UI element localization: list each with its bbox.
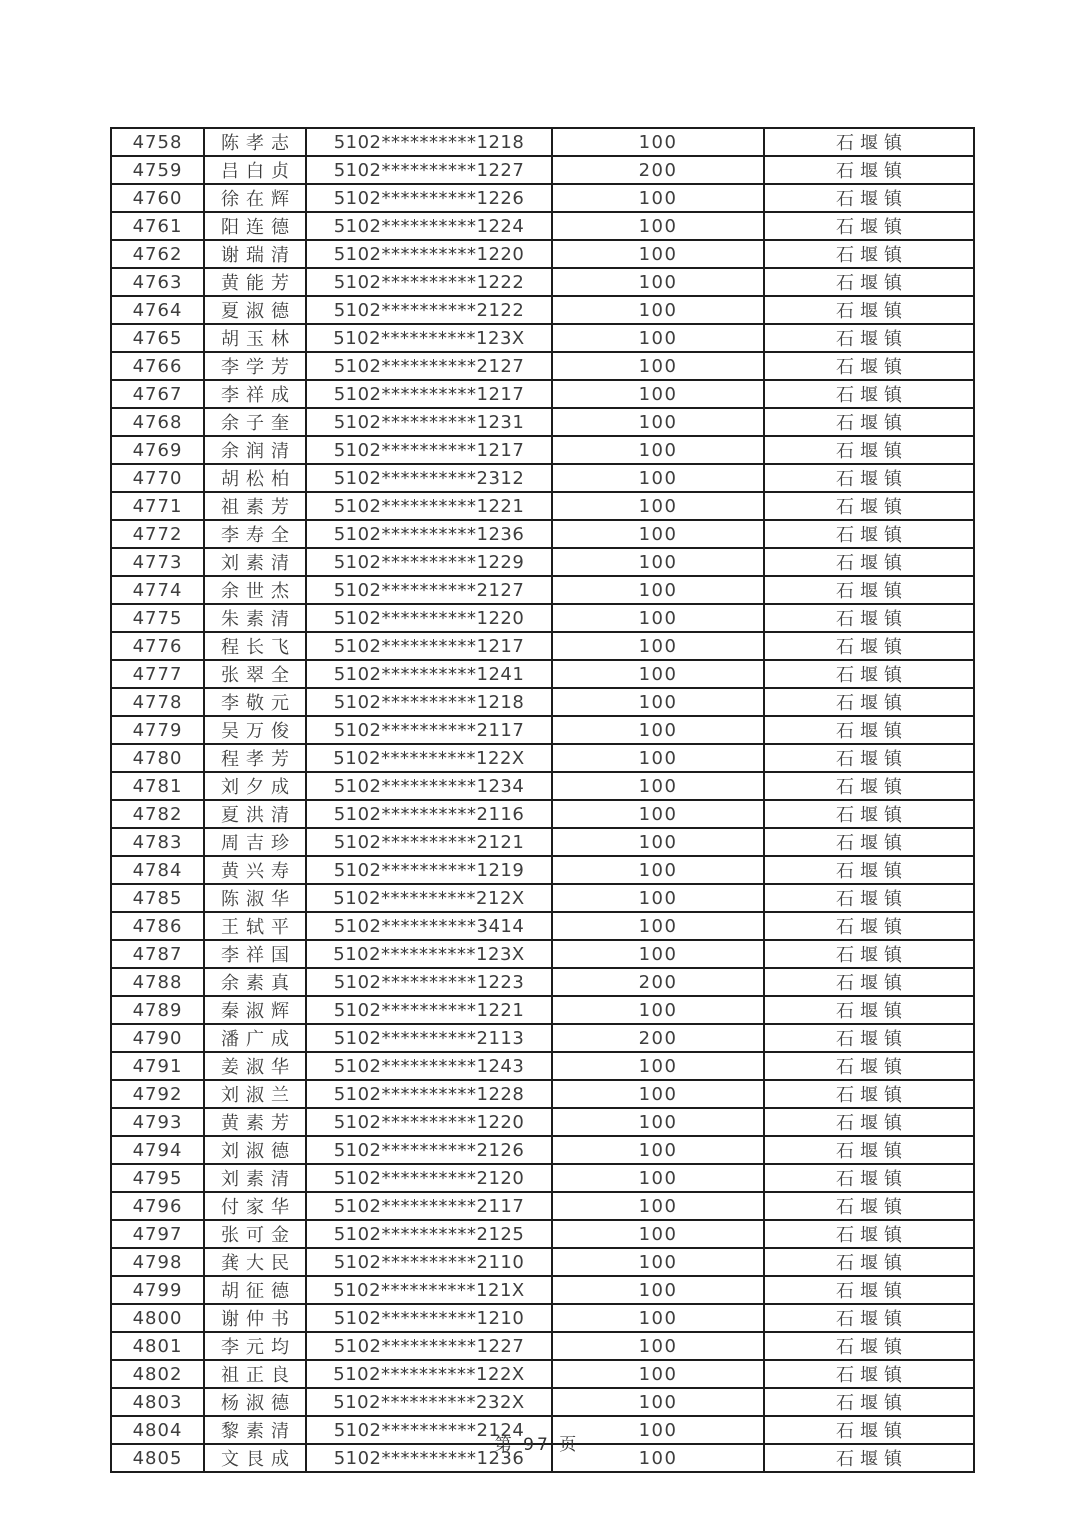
table-row: [111, 632, 974, 660]
cell-id-masked: 5102**********2117: [306, 716, 552, 744]
cell-name: 谢瑞清: [204, 240, 306, 268]
cell-index: 4796: [111, 1192, 204, 1220]
cell-name: 祖素芳: [204, 492, 306, 520]
cell-town: 石堰镇: [764, 268, 974, 296]
cell-id-masked: 5102**********1220: [306, 240, 552, 268]
cell-name: 黄素芳: [204, 1108, 306, 1136]
cell-amount: 100: [552, 996, 764, 1024]
cell-amount: 100: [552, 1388, 764, 1416]
cell-index: 4768: [111, 408, 204, 436]
cell-amount: 100: [552, 716, 764, 744]
table-row: [111, 156, 974, 184]
cell-name: 李寿全: [204, 520, 306, 548]
cell-index: 4780: [111, 744, 204, 772]
cell-index: 4801: [111, 1332, 204, 1360]
cell-id-masked: 5102**********2120: [306, 1164, 552, 1192]
cell-town: 石堰镇: [764, 296, 974, 324]
cell-name: 胡玉林: [204, 324, 306, 352]
cell-id-masked: 5102**********122X: [306, 744, 552, 772]
cell-index: 4776: [111, 632, 204, 660]
cell-town: 石堰镇: [764, 184, 974, 212]
cell-amount: 100: [552, 744, 764, 772]
cell-town: 石堰镇: [764, 128, 974, 156]
cell-id-masked: 5102**********1220: [306, 604, 552, 632]
table-row: [111, 520, 974, 548]
table-row: [111, 856, 974, 884]
cell-town: 石堰镇: [764, 1136, 974, 1164]
cell-name: 徐在辉: [204, 184, 306, 212]
cell-amount: 100: [552, 828, 764, 856]
cell-town: 石堰镇: [764, 604, 974, 632]
cell-amount: 100: [552, 1108, 764, 1136]
cell-amount: 100: [552, 940, 764, 968]
cell-index: 4800: [111, 1304, 204, 1332]
cell-index: 4784: [111, 856, 204, 884]
cell-town: 石堰镇: [764, 1024, 974, 1052]
table-row: [111, 716, 974, 744]
cell-name: 刘素清: [204, 1164, 306, 1192]
cell-name: 李学芳: [204, 352, 306, 380]
cell-town: 石堰镇: [764, 1276, 974, 1304]
cell-name: 李元均: [204, 1332, 306, 1360]
cell-amount: 100: [552, 492, 764, 520]
cell-id-masked: 5102**********1217: [306, 632, 552, 660]
cell-town: 石堰镇: [764, 940, 974, 968]
cell-id-masked: 5102**********2110: [306, 1248, 552, 1276]
table-row: [111, 1164, 974, 1192]
cell-amount: 100: [552, 548, 764, 576]
cell-name: 黎素清: [204, 1416, 306, 1444]
cell-index: 4759: [111, 156, 204, 184]
table-row: [111, 576, 974, 604]
cell-name: 姜淑华: [204, 1052, 306, 1080]
cell-amount: 100: [552, 884, 764, 912]
table-row: [111, 1248, 974, 1276]
cell-town: 石堰镇: [764, 716, 974, 744]
cell-name: 余子奎: [204, 408, 306, 436]
cell-id-masked: 5102**********2125: [306, 1220, 552, 1248]
cell-id-masked: 5102**********212X: [306, 884, 552, 912]
cell-town: 石堰镇: [764, 576, 974, 604]
cell-index: 4783: [111, 828, 204, 856]
cell-amount: 100: [552, 324, 764, 352]
cell-index: 4785: [111, 884, 204, 912]
cell-name: 周吉珍: [204, 828, 306, 856]
cell-amount: 100: [552, 408, 764, 436]
cell-id-masked: 5102**********1217: [306, 436, 552, 464]
cell-town: 石堰镇: [764, 1164, 974, 1192]
cell-amount: 100: [552, 184, 764, 212]
cell-id-masked: 5102**********1227: [306, 1332, 552, 1360]
cell-id-masked: 5102**********2117: [306, 1192, 552, 1220]
cell-town: 石堰镇: [764, 660, 974, 688]
cell-id-masked: 5102**********1227: [306, 156, 552, 184]
cell-name: 余世杰: [204, 576, 306, 604]
cell-name: 祖正良: [204, 1360, 306, 1388]
cell-index: 4772: [111, 520, 204, 548]
cell-id-masked: 5102**********122X: [306, 1360, 552, 1388]
cell-index: 4805: [111, 1444, 204, 1472]
cell-index: 4767: [111, 380, 204, 408]
cell-town: 石堰镇: [764, 772, 974, 800]
cell-name: 刘淑兰: [204, 1080, 306, 1108]
cell-index: 4791: [111, 1052, 204, 1080]
cell-index: 4769: [111, 436, 204, 464]
cell-amount: 100: [552, 128, 764, 156]
cell-amount: 100: [552, 1136, 764, 1164]
cell-name: 龚大民: [204, 1248, 306, 1276]
cell-town: 石堰镇: [764, 1388, 974, 1416]
cell-name: 程长飞: [204, 632, 306, 660]
cell-amount: 100: [552, 1444, 764, 1472]
cell-name: 王轼平: [204, 912, 306, 940]
cell-id-masked: 5102**********1241: [306, 660, 552, 688]
cell-id-masked: 5102**********123X: [306, 324, 552, 352]
table-row: [111, 128, 974, 156]
cell-town: 石堰镇: [764, 1304, 974, 1332]
table-row: [111, 772, 974, 800]
table-row: [111, 1024, 974, 1052]
cell-index: 4779: [111, 716, 204, 744]
cell-town: 石堰镇: [764, 380, 974, 408]
table-row: [111, 828, 974, 856]
cell-id-masked: 5102**********2312: [306, 464, 552, 492]
cell-id-masked: 5102**********1217: [306, 380, 552, 408]
cell-index: 4798: [111, 1248, 204, 1276]
cell-town: 石堰镇: [764, 1332, 974, 1360]
cell-name: 陈孝志: [204, 128, 306, 156]
cell-name: 张可金: [204, 1220, 306, 1248]
cell-amount: 100: [552, 1052, 764, 1080]
table-row: [111, 800, 974, 828]
cell-name: 胡松柏: [204, 464, 306, 492]
cell-index: 4760: [111, 184, 204, 212]
cell-index: 4766: [111, 352, 204, 380]
cell-index: 4794: [111, 1136, 204, 1164]
cell-amount: 100: [552, 212, 764, 240]
cell-index: 4790: [111, 1024, 204, 1052]
table-row: [111, 884, 974, 912]
cell-id-masked: 5102**********1220: [306, 1108, 552, 1136]
cell-name: 黄能芳: [204, 268, 306, 296]
table-row: [111, 1080, 974, 1108]
cell-amount: 100: [552, 1416, 764, 1444]
cell-index: 4787: [111, 940, 204, 968]
cell-town: 石堰镇: [764, 744, 974, 772]
cell-id-masked: 5102**********1234: [306, 772, 552, 800]
table-row: [111, 660, 974, 688]
cell-index: 4765: [111, 324, 204, 352]
table-row: [111, 184, 974, 212]
cell-amount: 100: [552, 436, 764, 464]
cell-town: 石堰镇: [764, 324, 974, 352]
cell-name: 付家华: [204, 1192, 306, 1220]
cell-town: 石堰镇: [764, 240, 974, 268]
cell-id-masked: 5102**********1221: [306, 996, 552, 1024]
cell-town: 石堰镇: [764, 996, 974, 1024]
cell-index: 4795: [111, 1164, 204, 1192]
cell-id-masked: 5102**********3414: [306, 912, 552, 940]
cell-id-masked: 5102**********2122: [306, 296, 552, 324]
cell-index: 4788: [111, 968, 204, 996]
cell-name: 秦淑辉: [204, 996, 306, 1024]
cell-id-masked: 5102**********1223: [306, 968, 552, 996]
cell-name: 李祥成: [204, 380, 306, 408]
cell-amount: 100: [552, 1360, 764, 1388]
cell-town: 石堰镇: [764, 1248, 974, 1276]
cell-amount: 100: [552, 268, 764, 296]
cell-name: 黄兴寿: [204, 856, 306, 884]
cell-id-masked: 5102**********1226: [306, 184, 552, 212]
table-row: [111, 1360, 974, 1388]
table-row: [111, 912, 974, 940]
cell-amount: 100: [552, 912, 764, 940]
cell-amount: 100: [552, 296, 764, 324]
table-row: [111, 996, 974, 1024]
table-row: [111, 380, 974, 408]
table-row: [111, 212, 974, 240]
cell-id-masked: 5102**********2126: [306, 1136, 552, 1164]
cell-name: 文艮成: [204, 1444, 306, 1472]
cell-name: 李敬元: [204, 688, 306, 716]
cell-amount: 100: [552, 660, 764, 688]
cell-amount: 100: [552, 1332, 764, 1360]
cell-id-masked: 5102**********1231: [306, 408, 552, 436]
cell-name: 刘素清: [204, 548, 306, 576]
cell-name: 程孝芳: [204, 744, 306, 772]
cell-name: 谢仲书: [204, 1304, 306, 1332]
cell-town: 石堰镇: [764, 1360, 974, 1388]
cell-id-masked: 5102**********123X: [306, 940, 552, 968]
table-row: [111, 464, 974, 492]
cell-id-masked: 5102**********1218: [306, 688, 552, 716]
cell-amount: 200: [552, 1024, 764, 1052]
table-row: [111, 548, 974, 576]
table-row: [111, 408, 974, 436]
cell-name: 阳连德: [204, 212, 306, 240]
cell-index: 4773: [111, 548, 204, 576]
cell-id-masked: 5102**********1218: [306, 128, 552, 156]
cell-id-masked: 5102**********1236: [306, 520, 552, 548]
cell-town: 石堰镇: [764, 492, 974, 520]
cell-amount: 100: [552, 1220, 764, 1248]
cell-name: 余素真: [204, 968, 306, 996]
cell-name: 陈淑华: [204, 884, 306, 912]
cell-id-masked: 5102**********1229: [306, 548, 552, 576]
cell-town: 石堰镇: [764, 968, 974, 996]
cell-name: 吕白贞: [204, 156, 306, 184]
cell-amount: 100: [552, 1276, 764, 1304]
cell-town: 石堰镇: [764, 212, 974, 240]
cell-town: 石堰镇: [764, 1444, 974, 1472]
table-row: [111, 1052, 974, 1080]
cell-name: 刘淑德: [204, 1136, 306, 1164]
cell-name: 刘夕成: [204, 772, 306, 800]
cell-index: 4786: [111, 912, 204, 940]
cell-town: 石堰镇: [764, 632, 974, 660]
cell-index: 4777: [111, 660, 204, 688]
cell-id-masked: 5102**********2116: [306, 800, 552, 828]
cell-town: 石堰镇: [764, 156, 974, 184]
cell-amount: 100: [552, 520, 764, 548]
cell-town: 石堰镇: [764, 1080, 974, 1108]
table-row: [111, 1108, 974, 1136]
cell-amount: 100: [552, 1304, 764, 1332]
table-row: [111, 688, 974, 716]
cell-town: 石堰镇: [764, 1108, 974, 1136]
cell-name: 朱素清: [204, 604, 306, 632]
cell-amount: 100: [552, 464, 764, 492]
cell-index: 4775: [111, 604, 204, 632]
cell-amount: 200: [552, 968, 764, 996]
cell-name: 胡征德: [204, 1276, 306, 1304]
table-row: [111, 324, 974, 352]
table-row: [111, 604, 974, 632]
cell-amount: 100: [552, 352, 764, 380]
table-row: [111, 1388, 974, 1416]
cell-index: 4764: [111, 296, 204, 324]
cell-town: 石堰镇: [764, 912, 974, 940]
cell-id-masked: 5102**********2124: [306, 1416, 552, 1444]
table-row: [111, 744, 974, 772]
cell-town: 石堰镇: [764, 464, 974, 492]
cell-name: 李祥国: [204, 940, 306, 968]
cell-name: 夏洪清: [204, 800, 306, 828]
table-row: [111, 436, 974, 464]
cell-town: 石堰镇: [764, 1052, 974, 1080]
cell-town: 石堰镇: [764, 856, 974, 884]
table-row: [111, 492, 974, 520]
table-row: [111, 940, 974, 968]
cell-town: 石堰镇: [764, 1192, 974, 1220]
cell-id-masked: 5102**********2113: [306, 1024, 552, 1052]
cell-amount: 100: [552, 576, 764, 604]
cell-name: 杨淑德: [204, 1388, 306, 1416]
cell-id-masked: 5102**********1224: [306, 212, 552, 240]
cell-index: 4778: [111, 688, 204, 716]
cell-index: 4770: [111, 464, 204, 492]
cell-index: 4797: [111, 1220, 204, 1248]
cell-town: 石堰镇: [764, 828, 974, 856]
table-row: [111, 352, 974, 380]
cell-amount: 200: [552, 156, 764, 184]
page-footer: [0, 1430, 1074, 1455]
cell-id-masked: 5102**********1243: [306, 1052, 552, 1080]
cell-index: 4792: [111, 1080, 204, 1108]
cell-town: 石堰镇: [764, 408, 974, 436]
cell-name: 吴万俊: [204, 716, 306, 744]
cell-index: 4804: [111, 1416, 204, 1444]
table-row: [111, 268, 974, 296]
cell-id-masked: 5102**********1236: [306, 1444, 552, 1472]
cell-town: 石堰镇: [764, 1416, 974, 1444]
cell-index: 4762: [111, 240, 204, 268]
cell-town: 石堰镇: [764, 688, 974, 716]
table-row: [111, 1276, 974, 1304]
cell-town: 石堰镇: [764, 884, 974, 912]
table-row: [111, 1192, 974, 1220]
cell-amount: 100: [552, 632, 764, 660]
cell-id-masked: 5102**********2121: [306, 828, 552, 856]
cell-name: 余润清: [204, 436, 306, 464]
cell-amount: 100: [552, 1080, 764, 1108]
table-row: [111, 1220, 974, 1248]
cell-town: 石堰镇: [764, 548, 974, 576]
cell-index: 4771: [111, 492, 204, 520]
cell-id-masked: 5102**********1228: [306, 1080, 552, 1108]
cell-id-masked: 5102**********232X: [306, 1388, 552, 1416]
cell-town: 石堰镇: [764, 800, 974, 828]
cell-id-masked: 5102**********121X: [306, 1276, 552, 1304]
cell-index: 4793: [111, 1108, 204, 1136]
cell-town: 石堰镇: [764, 520, 974, 548]
cell-id-masked: 5102**********1219: [306, 856, 552, 884]
page-number-label: 第 97 页: [494, 1435, 580, 1455]
cell-id-masked: 5102**********1210: [306, 1304, 552, 1332]
cell-amount: 100: [552, 772, 764, 800]
table-row: [111, 968, 974, 996]
payment-roster-table: [110, 127, 975, 1473]
cell-id-masked: 5102**********1221: [306, 492, 552, 520]
cell-town: 石堰镇: [764, 1220, 974, 1248]
table-row: [111, 296, 974, 324]
cell-index: 4789: [111, 996, 204, 1024]
cell-name: 潘广成: [204, 1024, 306, 1052]
cell-name: 张翠全: [204, 660, 306, 688]
cell-amount: 100: [552, 856, 764, 884]
cell-index: 4781: [111, 772, 204, 800]
cell-amount: 100: [552, 1192, 764, 1220]
cell-id-masked: 5102**********2127: [306, 576, 552, 604]
cell-name: 夏淑德: [204, 296, 306, 324]
cell-amount: 100: [552, 688, 764, 716]
cell-index: 4774: [111, 576, 204, 604]
table-row: [111, 1136, 974, 1164]
cell-town: 石堰镇: [764, 436, 974, 464]
cell-amount: 100: [552, 1248, 764, 1276]
cell-amount: 100: [552, 604, 764, 632]
table-row: [111, 240, 974, 268]
cell-index: 4802: [111, 1360, 204, 1388]
cell-town: 石堰镇: [764, 352, 974, 380]
table-row: [111, 1332, 974, 1360]
cell-index: 4799: [111, 1276, 204, 1304]
cell-index: 4761: [111, 212, 204, 240]
cell-amount: 100: [552, 1164, 764, 1192]
cell-index: 4803: [111, 1388, 204, 1416]
table-body: [111, 128, 974, 1472]
cell-index: 4782: [111, 800, 204, 828]
cell-index: 4763: [111, 268, 204, 296]
table-row: [111, 1304, 974, 1332]
cell-amount: 100: [552, 240, 764, 268]
cell-index: 4758: [111, 128, 204, 156]
cell-amount: 100: [552, 800, 764, 828]
cell-id-masked: 5102**********1222: [306, 268, 552, 296]
cell-amount: 100: [552, 380, 764, 408]
cell-id-masked: 5102**********2127: [306, 352, 552, 380]
